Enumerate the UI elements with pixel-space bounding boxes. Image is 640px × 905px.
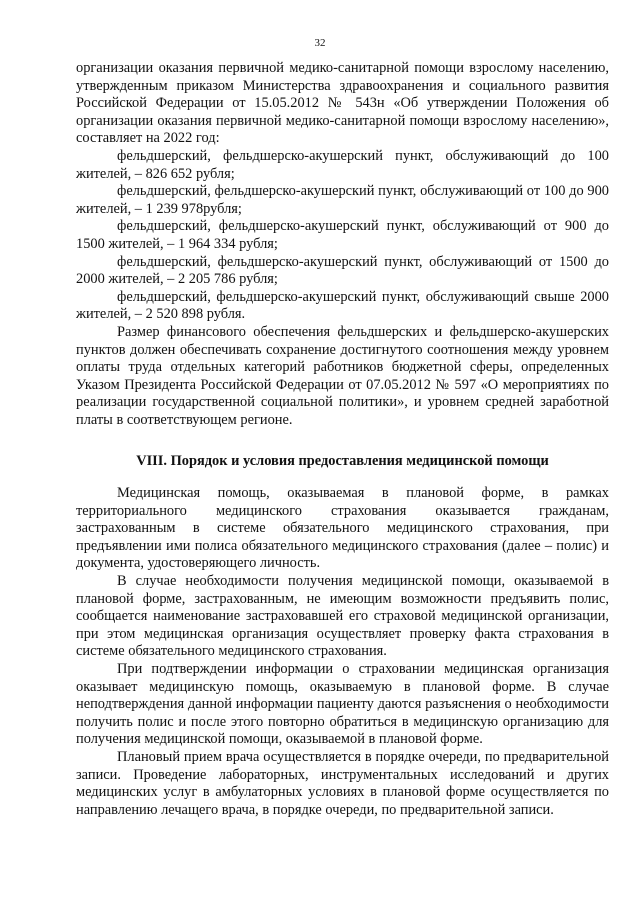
section-heading: VIII. Порядок и условия предоставления медицинской помощи <box>136 453 549 470</box>
page-number: 32 <box>314 37 326 49</box>
paragraph-list-item: фельдшерский, фельдшерско-акушерский пункт, обслуживающий от 900 до 1500 жителей, – 1 964 334 рубля; <box>76 218 609 252</box>
paragraph: Медицинская помощь, оказываемая в плановой форме, в рамках территориального медицинского страхования оказывается гражданам, застрахованным в системе обязательного медицинского страхования, при предъявлении ими полиса обязательного медицинского страхования (далее – полис) и документа, удостоверяющего личность. <box>76 485 609 572</box>
paragraph: В случае необходимости получения медицинской помощи, оказываемой в плановой форме, застрахованным, не имеющим возможности предъявить полис, сообщается наименование застраховавшей его страховой медицинской организации, при этом медицинская организация осуществляет проверку факта страхования в системе обязательного медицинского страхования. <box>76 573 609 660</box>
paragraph-list-item: фельдшерский, фельдшерско-акушерский пункт, обслуживающий от 100 до 900 жителей, – 1 239 978рубля; <box>76 183 609 217</box>
paragraph: Размер финансового обеспечения фельдшерских и фельдшерско-акушерских пунктов должен обеспечивать сохранение достигнутого соотношения между уровнем оплаты труда отдельных категорий работников бюджетной сферы, определенных Указом Президента Российской Федерации от 07.05.2012 № 597 «О мероприятиях по реализации государственной социальной политики», и уровнем средней заработной платы в соответствующем регионе. <box>76 323 609 428</box>
paragraph: Плановый прием врача осуществляется в порядке очереди, по предварительной записи. Проведение лабораторных, инструментальных исследований и других медицинских услуг в амбулаторных условиях в плановой форме осуществляется по направлению лечащего врача, в порядке очереди, по предварительной записи. <box>76 748 609 818</box>
paragraph-list-item: фельдшерский, фельдшерско-акушерский пункт, обслуживающий от 1500 до 2000 жителей, – 2 205 786 рубля; <box>76 253 609 288</box>
paragraph: организации оказания первичной медико-санитарной помощи взрослому населению, утвержденным приказом Министерства здравоохранения и социального развития Российской Федерации от 15.05.2012 № 543н «Об утверждении Положения об организации оказания первичной медико-санитарной помощи взрослому населению», составляет на 2022 год: <box>76 60 609 147</box>
paragraph-list-item: фельдшерский, фельдшерско-акушерский пункт, обслуживающий до 100 жителей, – 826 652 рубля; <box>76 147 609 182</box>
paragraph-list-item: фельдшерский, фельдшерско-акушерский пункт, обслуживающий свыше 2000 жителей, – 2 520 898 рубля. <box>76 288 609 323</box>
document-body <box>76 60 609 819</box>
paragraph: При подтверждении информации о страховании медицинская организация оказывает медицинскую помощь, оказываемую в плановой форме. В случае неподтверждения данной информации пациенту даются разъяснения о необходимости получить полис и после этого повторно обратиться в медицинскую организацию для получения медицинской помощи, оказываемой в плановой форме. <box>76 661 609 748</box>
